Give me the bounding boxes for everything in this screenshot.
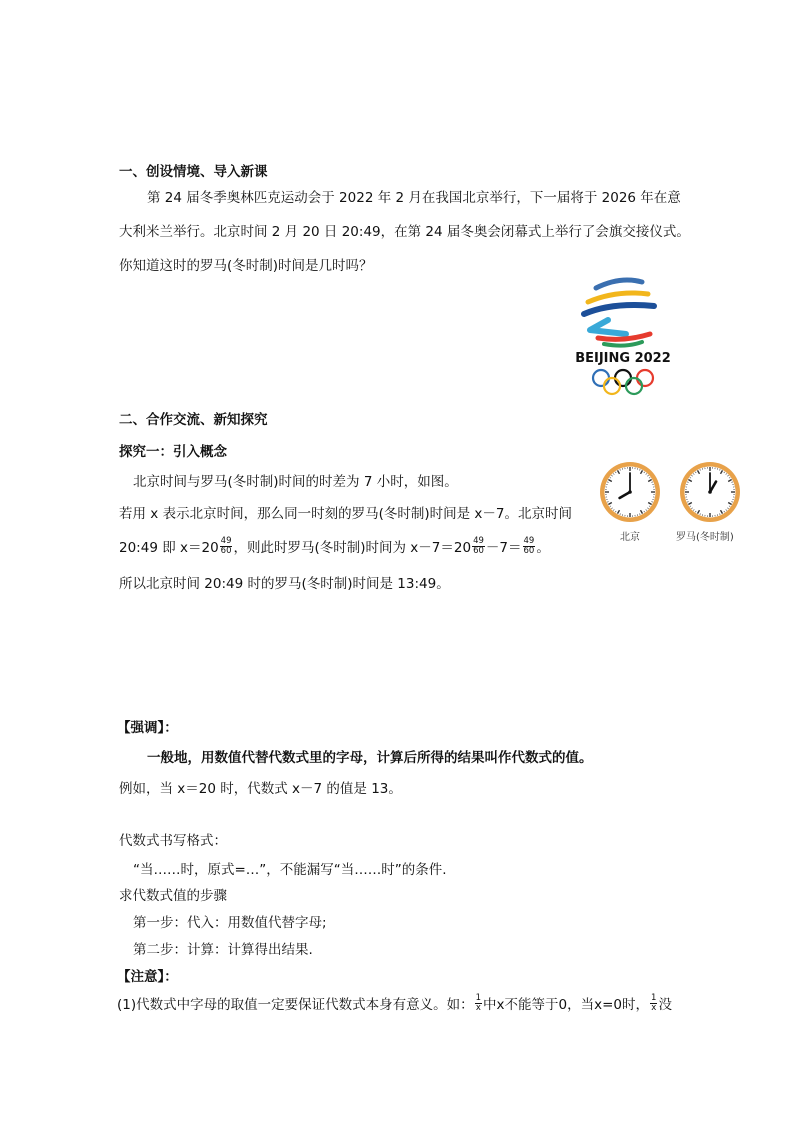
definition-text: 一般地，用数值代替代数式里的字母，计算后所得的结果叫作代数式的值。 — [147, 750, 593, 766]
clock-center — [628, 490, 632, 494]
calc-part-c: －7＝ — [485, 540, 522, 556]
note-part-c: 没 — [658, 997, 672, 1013]
winter-olympics-logo-graphic — [568, 276, 678, 398]
section1-paragraph-line3: 你知道这时的罗马(冬时制)时间是几时吗？ — [119, 258, 373, 274]
note-line1 — [117, 992, 672, 1014]
beijing-clock-label: 北京 — [620, 532, 640, 543]
clock-center — [708, 490, 712, 494]
fraction-49-60-b: $\frac{49}{60}$ — [473, 535, 484, 556]
time-difference-line: 北京时间与罗马(冬时制)时间的时差为 7 小时，如图。 — [133, 474, 458, 490]
calc-part-d: 。 — [536, 540, 550, 556]
note-heading: 【注意】： — [117, 969, 178, 985]
inquiry-one-heading: 探究一：引入概念 — [119, 444, 227, 460]
variable-definition-line: 若用 x 表示北京时间，那么同一时刻的罗马(冬时制)时间是 x－7。北京时间 — [119, 506, 572, 522]
rome-clock-label: 罗马(冬时制) — [676, 532, 734, 543]
fraction-49-60-a: $\frac{49}{60}$ — [220, 535, 232, 556]
section1-paragraph-line2: 大利米兰举行。北京时间 2 月 20 日 20:49，在第 24 届冬奥会闭幕式上举行了会旗交接仪式。 — [119, 224, 690, 240]
clock-icon — [678, 460, 742, 524]
step-one: 第一步：代入：用数值代替字母; — [133, 915, 327, 931]
section1-heading: 一、创设情境、导入新课 — [119, 164, 268, 180]
section2-heading: 二、合作交流、新知探究 — [119, 412, 268, 428]
calc-part-b: ，则此时罗马(冬时制)时间为 x－7＝20 — [233, 540, 472, 556]
fraction-1-over-x-b: $\frac{1}{x}$ — [651, 992, 657, 1013]
steps-heading: 求代数式值的步骤 — [119, 888, 227, 904]
fraction-49-60-c: $\frac{49}{60}$ — [523, 535, 535, 556]
clock-icon — [598, 460, 662, 524]
beijing-2022-emblem — [568, 276, 678, 398]
format-heading: 代数式书写格式： — [119, 833, 227, 849]
step-two: 第二步：计算：计算得出结果. — [133, 942, 313, 958]
emphasis-heading: 【强调】： — [117, 720, 178, 736]
fraction-1-over-x-a: $\frac{1}{x}$ — [475, 992, 482, 1013]
note-part-b: 中x不能等于0，当x=0时， — [483, 997, 650, 1013]
conclusion-line: 所以北京时间 20:49 时的罗马(冬时制)时间是 13:49。 — [119, 576, 450, 592]
calc-part-a: 20:49 即 x＝20 — [119, 540, 219, 556]
beijing-clock — [598, 460, 662, 524]
example-text: 例如，当 x＝20 时，代数式 x－7 的值是 13。 — [119, 781, 402, 797]
logo-wordmark: BEIJING 2022 — [575, 351, 671, 366]
format-rule: “当……时，原式=…”，不能漏写“当……时”的条件. — [133, 862, 447, 878]
rome-clock — [678, 460, 742, 524]
calculation-line — [119, 535, 550, 557]
note-part-a: (1)代数式中字母的取值一定要保证代数式本身有意义。如： — [117, 997, 474, 1013]
section1-paragraph-line1: 第 24 届冬季奥林匹克运动会于 2022 年 2 月在我国北京举行，下一届将于 2026 年在意 — [147, 190, 681, 206]
